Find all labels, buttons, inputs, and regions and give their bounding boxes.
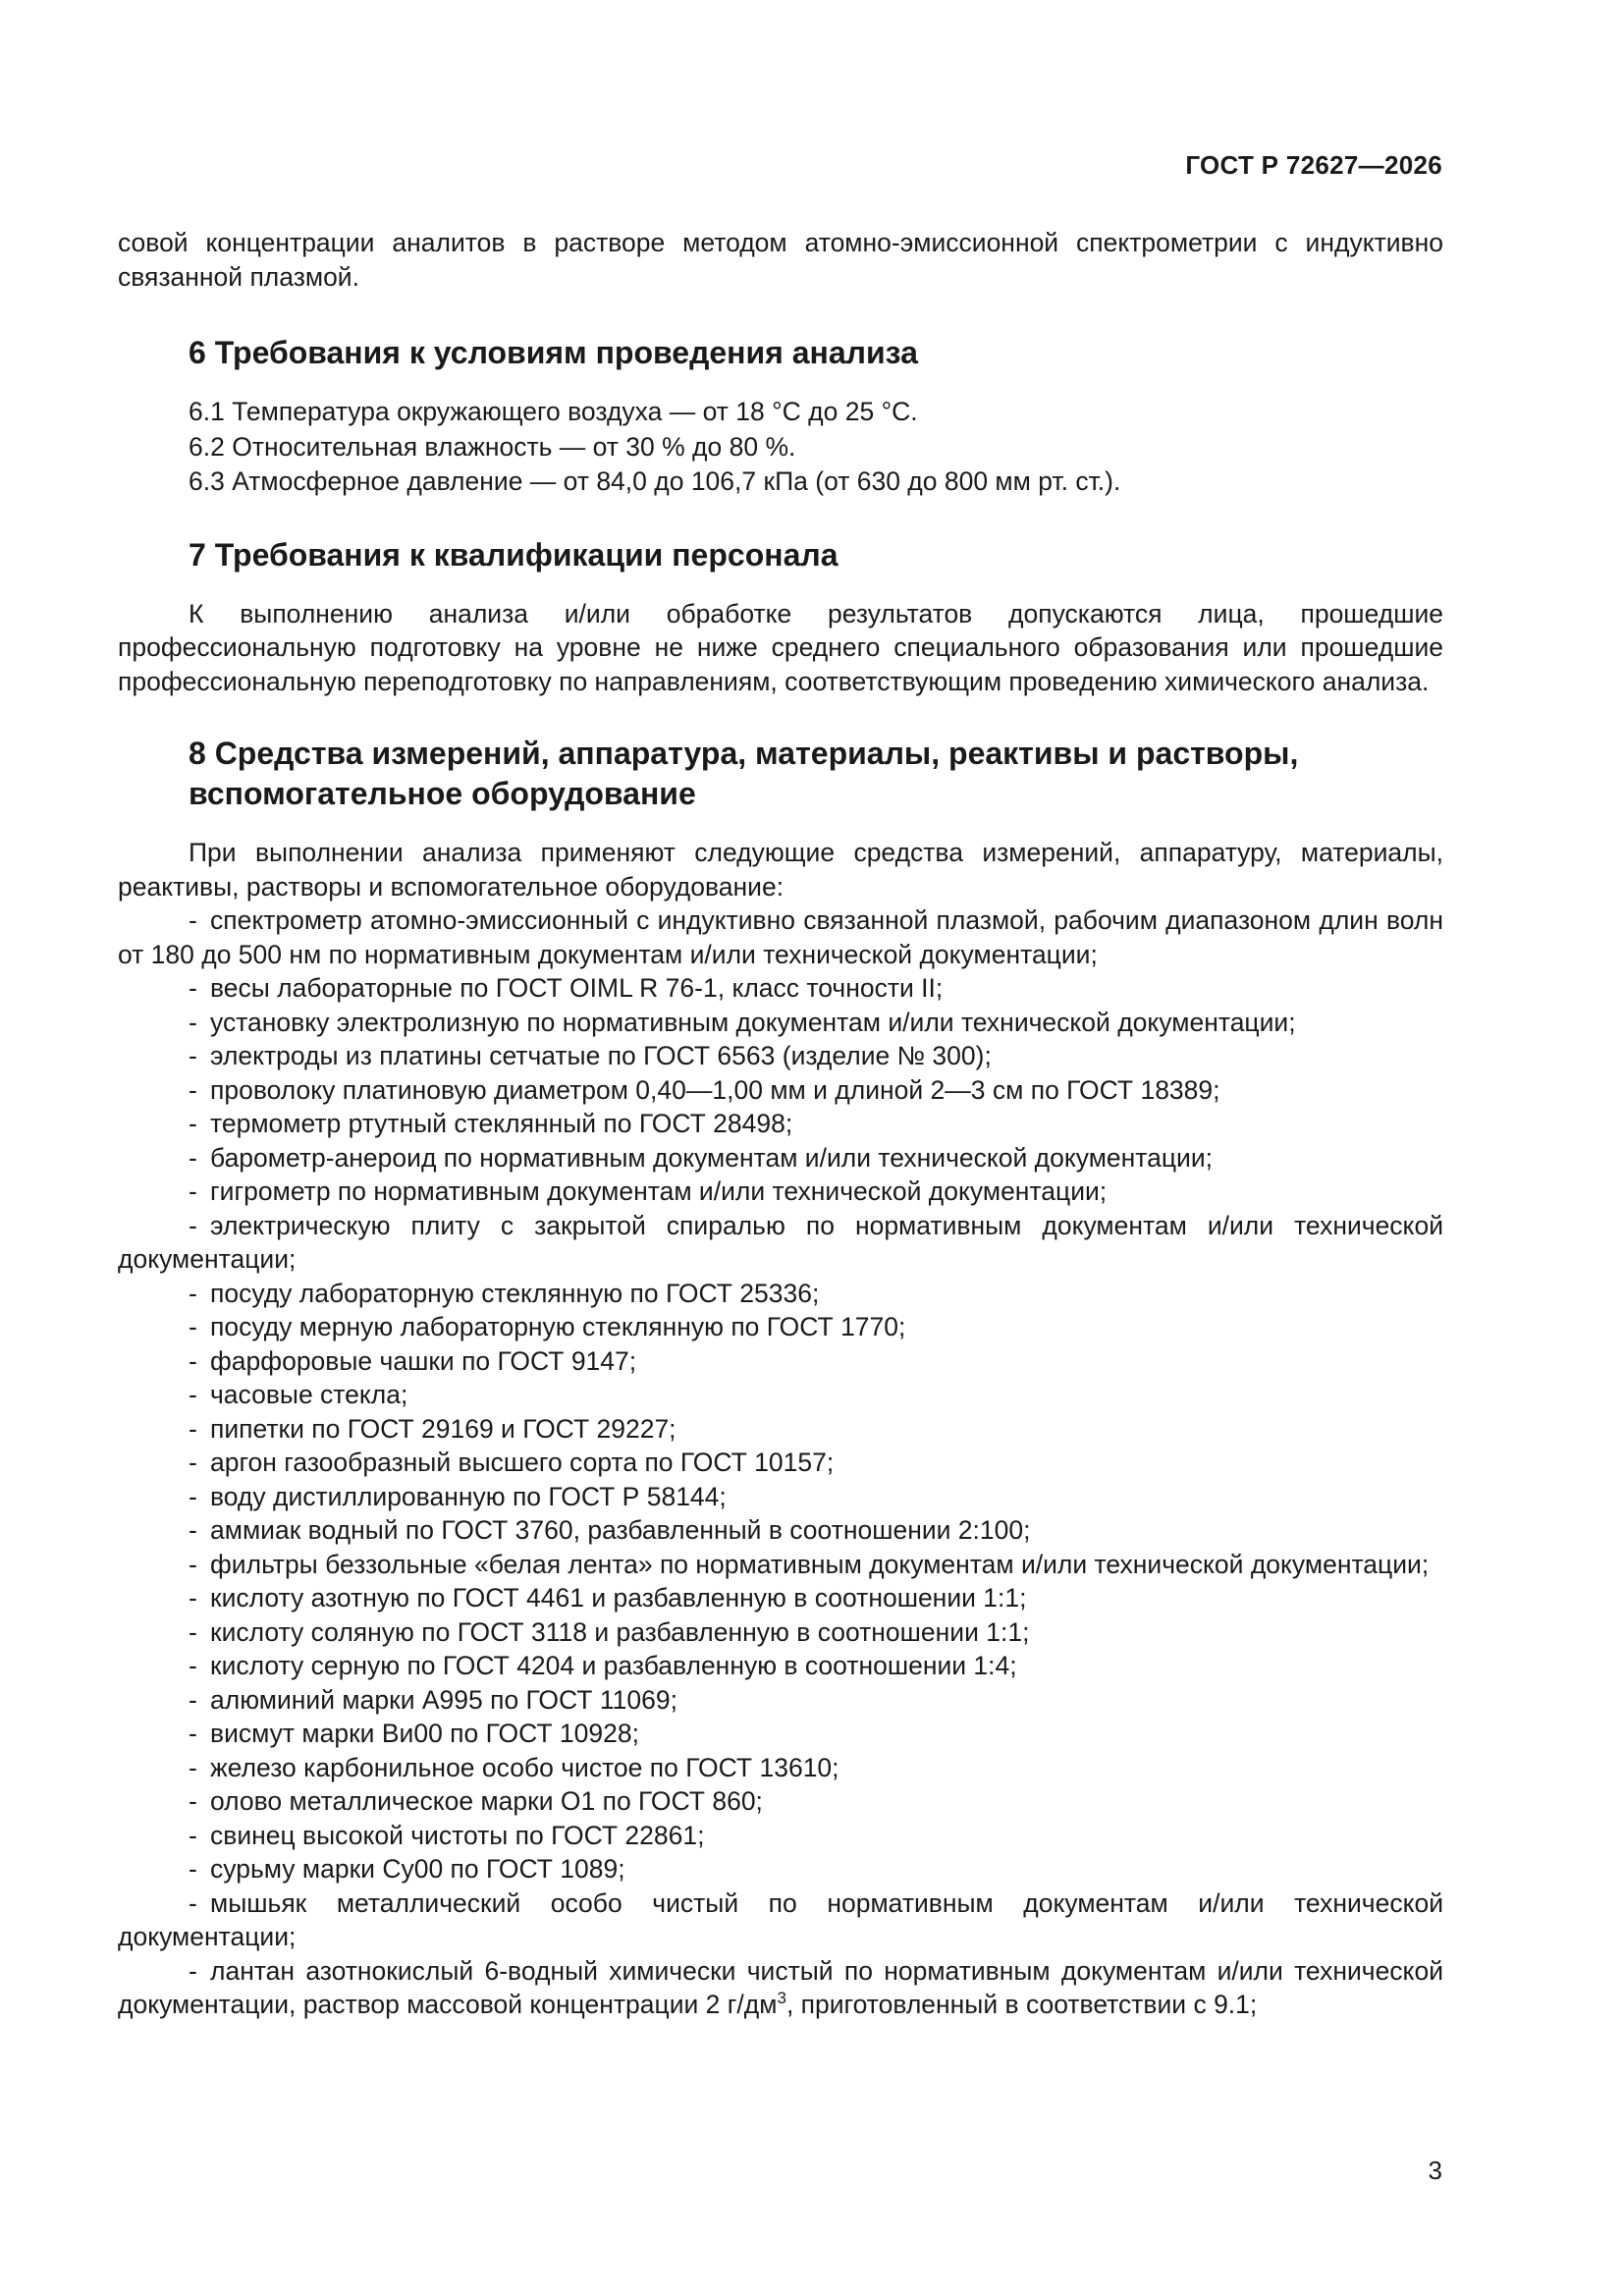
list-item <box>118 1039 1443 1073</box>
list-dash: - <box>189 1684 197 1715</box>
list-item-lanthanum <box>118 1954 1443 2022</box>
list-dash: - <box>189 1786 197 1816</box>
list-item <box>118 1852 1443 1886</box>
list-item <box>118 1209 1443 1277</box>
list-item <box>118 1615 1443 1650</box>
list-item-text: спектрометр атомно-эмиссионный с индуктивно связанной плазмой, рабочим диапазоном длин волн от 180 до 500 нм по нормативным документам и/или технической документации; <box>118 905 1443 969</box>
section-8-intro: При выполнении анализа применяют следующие средства измерений, аппаратуру, материалы, реактивы, растворы и вспомогательное оборудование: <box>118 838 1443 902</box>
list-item <box>118 1548 1443 1582</box>
list-dash: - <box>189 973 197 1003</box>
list-item <box>118 1581 1443 1615</box>
continuation-paragraph: совой концентрации аналитов в растворе методом атомно-эмиссионной спектрометрии с индуктивно связанной плазмой. <box>118 228 1443 292</box>
list-item <box>118 1412 1443 1447</box>
list-dash: - <box>189 905 197 935</box>
list-item-text: барометр-анероид по нормативным документам и/или технической документации; <box>210 1142 1214 1173</box>
subitem-6-1: 6.1 Температура окружающего воздуха — от 18 °С до 25 °С. <box>189 397 918 426</box>
list-dash: - <box>189 1074 197 1105</box>
list-item-text: кислоту азотную по ГОСТ 4461 и разбавленную в соотношении 1:1; <box>210 1583 1027 1613</box>
list-item-text: часовые стекла; <box>210 1380 408 1409</box>
section-8-title <box>189 734 1443 814</box>
list-item <box>118 1141 1443 1175</box>
list-item-text: воду дистиллированную по ГОСТ Р 58144; <box>210 1481 727 1511</box>
list-item-text: фарфоровые чашки по ГОСТ 9147; <box>210 1345 637 1376</box>
section-6-items <box>118 395 1443 500</box>
list-item <box>118 971 1443 1006</box>
list-dash: - <box>189 1583 197 1613</box>
list-dash: - <box>189 1041 197 1070</box>
list-item-text: гигрометр по нормативным документам и/или технической документации; <box>210 1176 1108 1206</box>
list-item-text: фильтры беззольные «белая лента» по нормативным документам и/или технической документации; <box>210 1549 1430 1579</box>
list-dash: - <box>189 1109 197 1138</box>
subitem-6-3: 6.3 Атмосферное давление — от 84,0 до 106,7 кПа (от 630 до 800 мм рт. ст.). <box>189 466 1121 496</box>
list-item-text: аммиак водный по ГОСТ 3760, разбавленный в соотношении 2:100; <box>210 1515 1031 1545</box>
list-item-text: сурьму марки Су00 по ГОСТ 1089; <box>210 1854 625 1884</box>
list-item <box>118 1175 1443 1209</box>
list-item <box>118 1073 1443 1108</box>
list-item <box>118 1513 1443 1548</box>
list-dash: - <box>189 1312 197 1341</box>
list-item-text: электрическую плиту с закрытой спиралью по нормативным документам и/или технической документации; <box>118 1210 1443 1274</box>
list-item-text: свинец высокой чистоты по ГОСТ 22861; <box>210 1820 705 1850</box>
page-content <box>118 226 1443 2022</box>
list-item-text: посуду лабораторную стеклянную по ГОСТ 25336; <box>210 1278 820 1308</box>
list-dash: - <box>189 1278 197 1308</box>
list-dash: - <box>189 1719 197 1748</box>
list-dash: - <box>189 1955 197 1986</box>
list-item-text: лантан азотнокислый 6-водный химически чистый по нормативным документам и/или технической документации, раствор массовой концентрации 2 г/дм <box>118 1955 1443 2019</box>
list-item-text: проволоку платиновую диаметром 0,40—1,00 мм и длиной 2—3 см по ГОСТ 18389; <box>210 1074 1220 1105</box>
list-item-text: посуду мерную лабораторную стеклянную по ГОСТ 1770; <box>210 1312 906 1341</box>
list-dash: - <box>189 1515 197 1545</box>
list-dash: - <box>189 1007 197 1037</box>
list-item <box>118 1006 1443 1040</box>
list-item <box>118 1480 1443 1514</box>
list-dash: - <box>189 1887 197 1918</box>
list-item <box>118 1310 1443 1344</box>
list-item-text: весы лабораторные по ГОСТ OIML R 76-1, класс точности II; <box>210 973 944 1003</box>
list-dash: - <box>189 1448 197 1477</box>
list-item-text: железо карбонильное особо чистое по ГОСТ 13610; <box>210 1752 839 1782</box>
list-dash: - <box>189 1481 197 1511</box>
list-item <box>118 1751 1443 1785</box>
list-item-text: термометр ртутный стеклянный по ГОСТ 28498; <box>210 1109 793 1138</box>
list-item-text: пипетки по ГОСТ 29169 и ГОСТ 29227; <box>210 1413 676 1444</box>
list-item <box>118 1819 1443 1853</box>
list-item <box>118 1886 1443 1954</box>
list-dash: - <box>189 1549 197 1579</box>
list-dash: - <box>189 1345 197 1376</box>
document-id-header: ГОСТ Р 72627—2026 <box>1185 150 1442 180</box>
list-item-text: олово металлическое марки О1 по ГОСТ 860; <box>210 1786 763 1816</box>
list-item <box>118 1277 1443 1311</box>
list-item <box>118 903 1443 971</box>
list-item-text: висмут марки Ви00 по ГОСТ 10928; <box>210 1719 639 1748</box>
list-dash: - <box>189 1854 197 1884</box>
section-8-title-line-2: вспомогательное оборудование <box>189 776 696 811</box>
list-item-text: мышьяк металлический особо чистый по нормативным документам и/или технической документации; <box>118 1887 1443 1951</box>
section-8-title-line-1: 8 Средства измерений, аппаратура, материалы, реактивы и растворы, <box>189 736 1299 771</box>
section-7-title: 7 Требования к квалификации персонала <box>189 536 839 573</box>
list-item-text: установку электролизную по нормативным документам и/или технической документации; <box>210 1007 1296 1037</box>
list-dash: - <box>189 1210 197 1240</box>
list-item-text: аргон газообразный высшего сорта по ГОСТ 10157; <box>210 1448 835 1477</box>
list-item <box>118 1683 1443 1718</box>
page-number: 3 <box>1428 2156 1442 2185</box>
equipment-list <box>118 903 1443 1954</box>
list-dash: - <box>189 1616 197 1647</box>
list-dash: - <box>189 1142 197 1173</box>
list-item <box>118 1649 1443 1683</box>
list-dash: - <box>189 1820 197 1850</box>
list-item-text-end: , приготовленный в соответствии с 9.1; <box>785 1990 1258 2019</box>
list-item-text: электроды из платины сетчатые по ГОСТ 6563 (изделие № 300); <box>210 1041 992 1070</box>
list-item <box>118 1378 1443 1412</box>
list-item <box>118 1344 1443 1379</box>
list-item <box>118 1717 1443 1751</box>
superscript: 3 <box>777 1989 786 2007</box>
list-dash: - <box>189 1651 197 1680</box>
section-6-title: 6 Требования к условиям проведения анализа <box>189 335 918 370</box>
subitem-6-2: 6.2 Относительная влажность — от 30 % до 80 %. <box>189 431 796 462</box>
list-dash: - <box>189 1413 197 1444</box>
list-item-text: кислоту серную по ГОСТ 4204 и разбавленную в соотношении 1:4; <box>210 1651 1017 1680</box>
list-dash: - <box>189 1176 197 1206</box>
section-7-text: К выполнению анализа и/или обработке результатов допускаются лица, прошедшие профессиональную подготовку на уровне не ниже среднего специального образования или прошедшие профессиональную переподготовку по направлениям, соответствующим проведению химического анализа. <box>118 598 1443 696</box>
list-dash: - <box>189 1380 197 1409</box>
list-dash: - <box>189 1752 197 1782</box>
list-item <box>118 1446 1443 1480</box>
list-item <box>118 1784 1443 1819</box>
list-item <box>118 1107 1443 1141</box>
list-item-text: кислоту соляную по ГОСТ 3118 и разбавленную в соотношении 1:1; <box>210 1616 1030 1647</box>
list-item-text: алюминий марки А995 по ГОСТ 11069; <box>210 1684 677 1715</box>
